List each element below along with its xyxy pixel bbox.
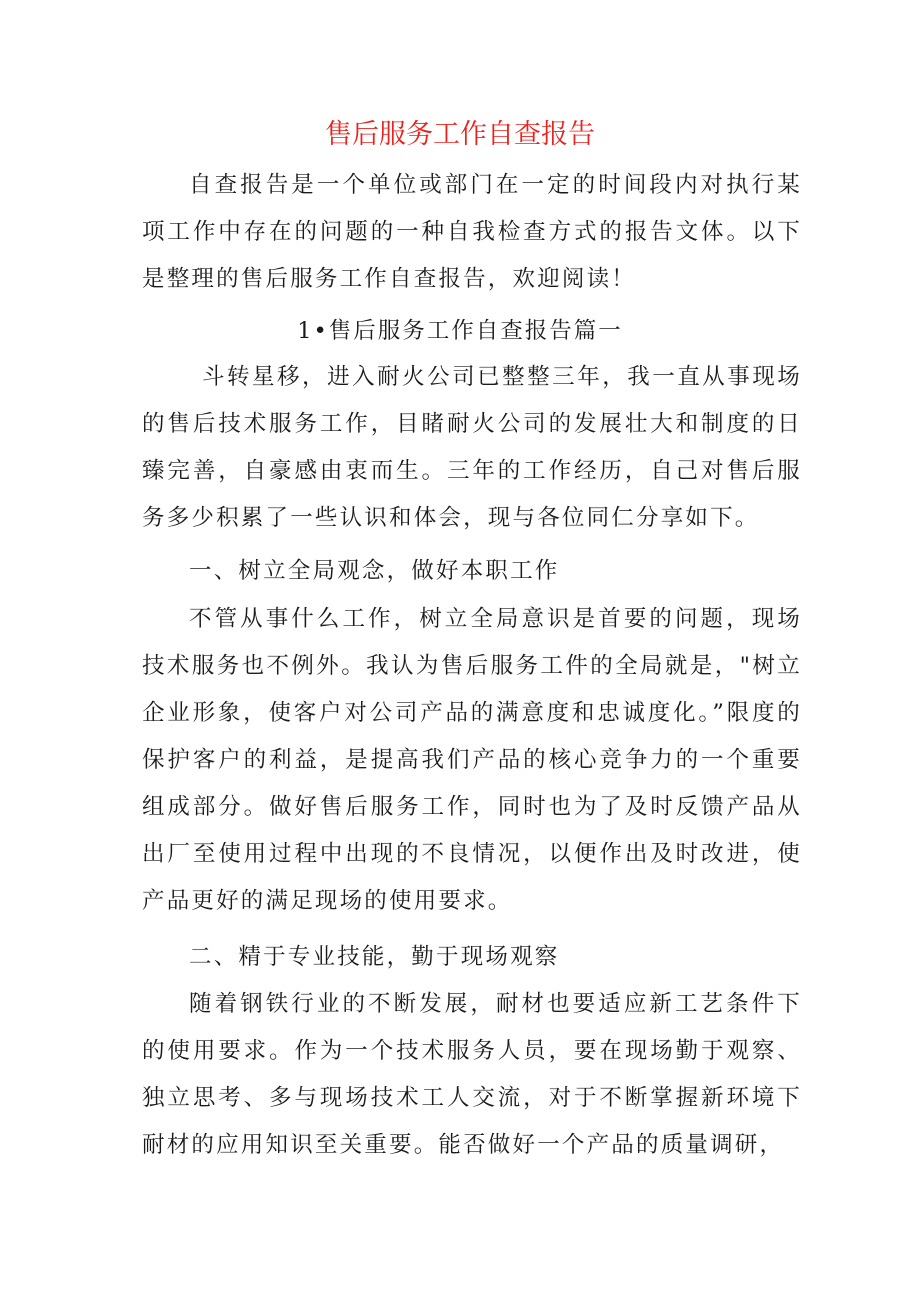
section-1-heading: 一、树立全局观念，做好本职工作 (189, 558, 560, 584)
paragraph-2: 不管从事什么工作，树立全局意识是首要的问题，现场技术服务也不例外。我认为售后服务工件的全局就是，"树立企业形象，使客户对公司产品的满意度和忠诚度化。”限度的保护客户的利益，是提高我们产品的核心竞争力的一个重要组成部分。做好售后服务工作，同时也为了及时反馈产品从出厂至使用过程中出现的不良情况，以便作出及时改进，使产品更好的满足现场的使用要求。 (142, 606, 802, 914)
document-title: 售后服务工作自查报告 (325, 119, 595, 150)
section-2-heading: 二、精于专业技能，勤于现场观察 (189, 944, 560, 970)
paragraph-1: 斗转星移，进入耐火公司已整整三年，我一直从事现场的售后技术服务工作，目睹耐火公司的发展壮大和制度的日臻完善，自豪感由衷而生。三年的工作经历，自己对售后服务多少积累了一些认识和体会，现与各位同仁分享如下。 (142, 364, 802, 531)
paragraph-3: 随着钢铁行业的不断发展，耐材也要适应新工艺条件下的使用要求。作为一个技术服务人员，要在现场勤于观察、独立思考、多与现场技术工人交流，对于不断掌握新环境下耐材的应用知识至关重要。能否做好一个产品的质量调研， (142, 991, 802, 1158)
part-heading: 1•售后服务工作自查报告篇一 (297, 318, 623, 344)
intro-paragraph: 自查报告是一个单位或部门在一定的时间段内对执行某项工作中存在的问题的一种自我检查方式的报告文体。以下是整理的售后服务工作自查报告，欢迎阅读！ (142, 172, 802, 292)
